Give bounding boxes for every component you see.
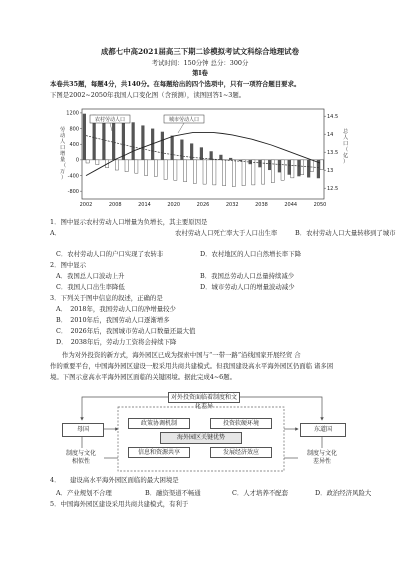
question-4-option-c: C．人才培养不配套 (232, 489, 289, 497)
question-3-option-a: A． 2018年，我国劳动人口的净增量较少 (56, 305, 176, 313)
question-5-stem: 5．中国海外园区建设采用共商共建模式，有利于 (50, 500, 189, 508)
question-2-option-b: B．我国总劳动人口总量持续减少 (200, 272, 295, 280)
question-2-option-d: D．城市劳动人口的增量波动减少 (200, 283, 295, 291)
left-tick-label: 1200 (66, 110, 79, 117)
passage-line: 境。下图示意高水平海外园区面临的关键困境。据此完成4~6题。 (50, 373, 237, 381)
diagram-investment-environment: 投资软硬环境 (210, 418, 272, 429)
exam-title: 成都七中高2021届高三下期二诊模拟考试文科综合地理试卷 (101, 47, 299, 56)
diagram-left-similarity (58, 449, 104, 468)
question-1-option-d: D．农村地区的人口自然增长率下降 (200, 250, 301, 258)
x-tick-label: 2044 (284, 202, 298, 208)
diagram-information-sharing: 信息和资源共享 (128, 447, 190, 458)
x-tick-label: 2038 (255, 202, 268, 208)
question-1-option-a-text: 农村劳动人口死亡率大于人口出生率 (175, 229, 278, 237)
x-tick-label: 2032 (225, 202, 239, 208)
x-tick-label: 2014 (138, 202, 151, 208)
left-tick-label: -400 (67, 173, 79, 180)
question-1-option-a: A． (50, 229, 62, 237)
question-1-stem: 1．图中显示农村劳动人口增量为负增长，其主要原因是 (50, 218, 208, 226)
diagram-top-box: 对外投资面临着制度和文化差异 (168, 392, 240, 403)
question-2-option-c: C．我国人口出生率降低 (56, 283, 125, 291)
x-tick-label: 2026 (196, 202, 210, 208)
right-tick-label: 13.5 (327, 150, 339, 156)
x-tick-label: 2002 (79, 202, 93, 208)
question-4-option-d: D．政治经济风险大 (315, 489, 372, 497)
question-2-option-a: A．我国总人口波动上升 (56, 272, 125, 280)
diagram-host-country: 东道国 (300, 423, 346, 437)
question-4-option-a: A．产业规划不合理 (56, 489, 112, 497)
left-tick-label: 800 (69, 126, 79, 133)
diagram-key-advantage: 海外园区关键优势 (160, 432, 242, 444)
part-heading: 第I卷 (192, 69, 208, 77)
x-tick-label: 2008 (108, 202, 122, 208)
x-tick-label: 2020 (167, 202, 181, 208)
diagram-right-sub2: 差异性 (312, 458, 331, 465)
legend-urban-label: 城市劳动人口 (168, 117, 200, 123)
question-1-option-b: B．农村劳动人口大量转移到了城市 (295, 229, 396, 237)
question-3-option-c: C． 2026年后，我国城市劳动人口数量还最大值 (56, 327, 196, 335)
right-tick-label: 14 (327, 132, 334, 138)
diagram-right-sub1: 制度与文化 (306, 450, 337, 457)
left-tick-label: -800 (67, 188, 79, 195)
question-3-stem: 3．下列关于图中信息的叙述，正确的是 (50, 294, 163, 302)
left-tick-label: 0 (75, 157, 79, 164)
diagram-economic-effect: 发展经济效应 (210, 447, 272, 458)
diagram-left-sub2: 相似性 (71, 458, 90, 465)
right-tick-label: 14.5 (327, 114, 339, 120)
diagram-policy-coordination: 政策协调机制 (128, 418, 190, 429)
diagram-right-difference (298, 449, 346, 468)
question-1-option-c: C．农村劳动人口的户口实现了农转非 (56, 250, 164, 258)
instruction-line: 下图是2002~2050年我国人口变化图（含预测），读图回答1~3题。 (50, 91, 246, 99)
diagram-home-country: 母国 (62, 423, 104, 437)
question-4-stem: 4． 建设高水平海外园区面临的最大困境是 (50, 476, 179, 484)
question-3-option-d: D． 2038年后，劳动力工资将会持续下降 (56, 338, 177, 346)
right-tick-label: 12.5 (327, 186, 339, 192)
question-3-option-b: B． 2010年后，我国劳动人口逐渐增多 (56, 316, 170, 324)
instruction-line: 本卷共35题，每题4分，共140分。在每题给出的四个选项中，只有一项符合题目要求。 (50, 80, 301, 88)
question-4-option-b: B．融资渠道不畅通 (145, 489, 201, 497)
right-axis-label: 总人口（亿） (343, 129, 349, 165)
right-tick-label: 13 (327, 168, 334, 174)
diagram-left-sub1: 制度与文化 (65, 450, 96, 457)
left-tick-label: 400 (69, 142, 79, 149)
question-2-stem: 2．图中显示 (50, 261, 87, 269)
legend-rural-label: 农村劳动人口 (94, 117, 126, 123)
left-axis-label: 劳动人口增量（万） (60, 127, 67, 181)
x-tick-label: 2050 (313, 202, 327, 208)
passage-line: 作的重要平台，中国海外园区建设一般采用共商共建模式。但我国建设高水平海外园区仍面临 诸多困 (50, 362, 334, 370)
exam-meta: 考试时间：150分钟 总分：300分 (151, 59, 249, 67)
passage-line: 作为对外投资的新方式，海外园区已成为探索中国与“一带一路”沿线国家开展经贸 合 (62, 351, 301, 359)
